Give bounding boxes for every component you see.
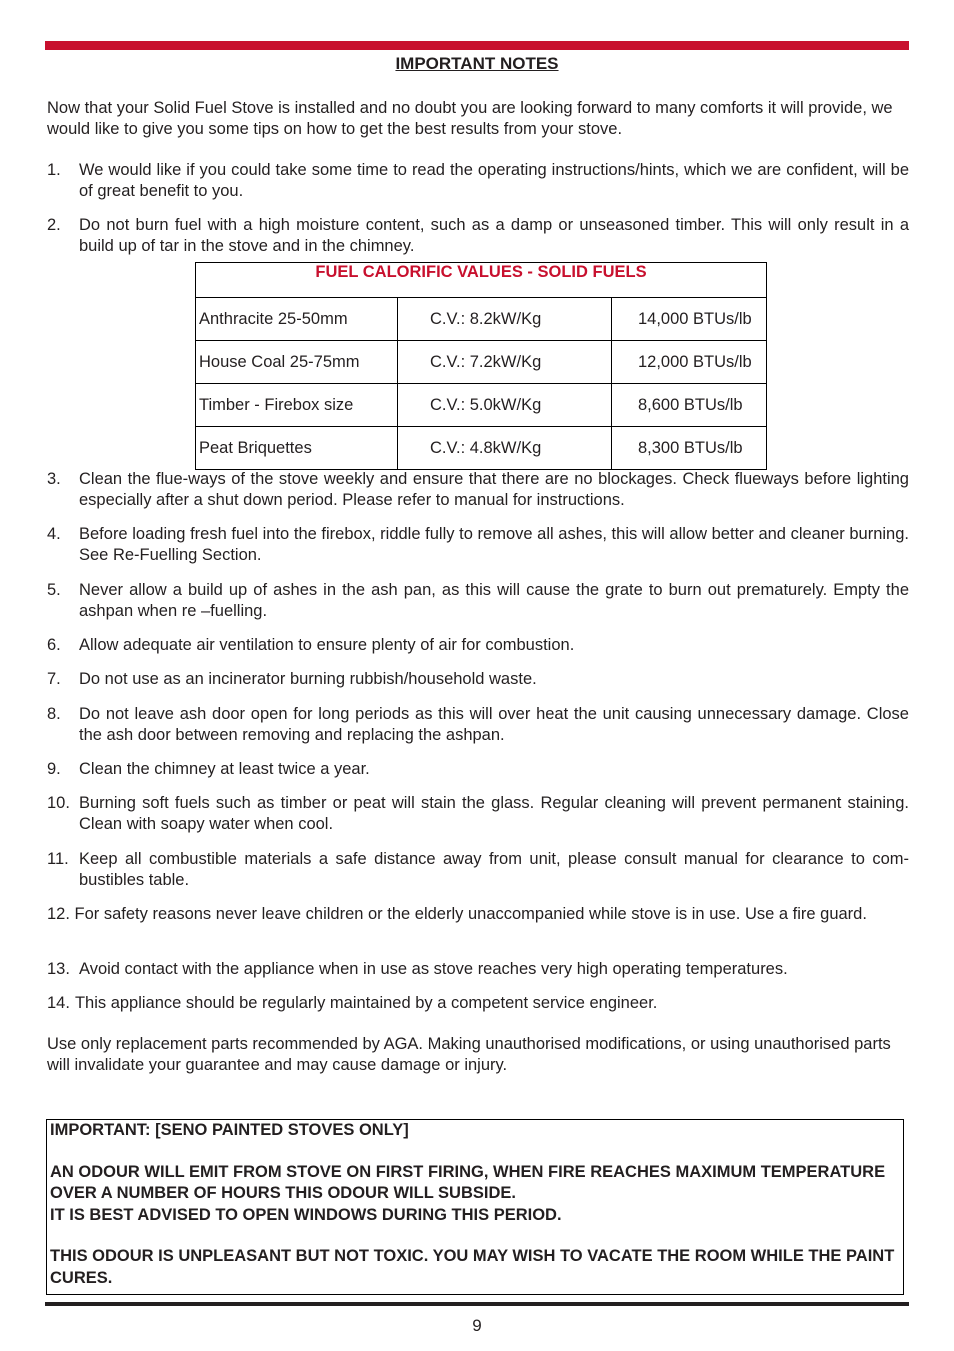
item-number: 14.	[47, 994, 70, 1012]
table-heading: FUEL CALORIFIC VALUES - SOLID FUELS	[196, 263, 767, 298]
list-item-2	[47, 215, 909, 257]
item-number: 9.	[47, 760, 61, 778]
item-text: This appliance should be regularly maintained by a competent service engineer.	[74, 994, 658, 1012]
item-text: Never allow a build up of ashes in the ash pan, as this will cause the grate to burn out prematurely. Empty the ashpan when re –fuelling.	[79, 581, 909, 620]
list-item-10	[47, 793, 909, 835]
item-number: 2.	[47, 216, 61, 234]
fuel-cv: C.V.: 5.0kW/Kg	[398, 384, 612, 427]
list-item-11	[47, 849, 909, 891]
fuel-name: Peat Briquettes	[196, 427, 398, 470]
item-text: For safety reasons never leave children or the elderly unaccompanied while stove is in use. Use a fire guard.	[74, 905, 867, 923]
fuel-calorific-table	[195, 262, 767, 470]
list-item-14	[47, 993, 909, 1014]
item-text: Keep all combustible materials a safe distance away from unit, please consult manual for clearance to com-bustibles table.	[79, 850, 909, 889]
list-item-8	[47, 704, 909, 746]
item-text: Do not burn fuel with a high moisture content, such as a damp or unseasoned timber. This will only result in a build up of tar in the stove and in the chimney.	[79, 216, 909, 255]
list-item-1	[47, 160, 909, 202]
table-row	[196, 384, 767, 427]
item-number: 6.	[47, 636, 61, 654]
fuel-btu: 8,600 BTUs/lb	[612, 384, 767, 427]
fuel-cv: C.V.: 8.2kW/Kg	[398, 298, 612, 341]
list-item-12	[47, 904, 941, 925]
item-text: We would like if you could take some time to read the operating instructions/hints, which we are confident, will be of great benefit to you.	[79, 161, 909, 200]
item-text: Allow adequate air ventilation to ensure plenty of air for combustion.	[79, 636, 575, 654]
page-number: 9	[472, 1316, 482, 1335]
item-text: Avoid contact with the appliance when in use as stove reaches very high operating temperatures.	[79, 960, 788, 978]
fuel-btu: 8,300 BTUs/lb	[612, 427, 767, 470]
table-row	[196, 298, 767, 341]
fuel-name: House Coal 25-75mm	[196, 341, 398, 384]
warning-line-toxic: THIS ODOUR IS UNPLEASANT BUT NOT TOXIC. YOU MAY WISH TO VACATE THE ROOM WHILE THE PAINT CURES.	[50, 1247, 895, 1287]
item-number: 10.	[47, 794, 70, 812]
list-item-13	[47, 959, 909, 980]
intro-paragraph: Now that your Solid Fuel Stove is installed and no doubt you are looking forward to many comforts it will provide, we would like to give you some tips on how to get the best results from your stove.	[47, 99, 893, 138]
item-text: Do not use as an incinerator burning rubbish/household waste.	[79, 670, 537, 688]
item-number: 12.	[47, 905, 70, 923]
item-text: Do not leave ash door open for long periods as this will over heat the unit causing unnecessary damage. Close the ash door between removing and replacing the ashpan.	[79, 705, 909, 744]
item-number: 11.	[47, 850, 69, 868]
item-number: 7.	[47, 670, 61, 688]
item-number: 13.	[47, 960, 70, 978]
fuel-cv: C.V.: 7.2kW/Kg	[398, 341, 612, 384]
list-item-9	[47, 759, 909, 780]
warning-heading: IMPORTANT: [SENO PAINTED STOVES ONLY]	[50, 1121, 409, 1139]
warning-box	[46, 1119, 904, 1295]
list-item-3	[47, 469, 909, 511]
item-number: 5.	[47, 581, 61, 599]
table-row	[196, 427, 767, 470]
list-item-6	[47, 635, 909, 656]
fuel-btu: 12,000 BTUs/lb	[612, 341, 767, 384]
closing-paragraph: Use only replacement parts recommended by AGA. Making unauthorised modifications, or using unauthorised parts will invalidate your guarantee and may cause damage or injury.	[47, 1035, 891, 1074]
item-number: 3.	[47, 470, 61, 488]
list-item-4	[47, 524, 909, 566]
item-text: Burning soft fuels such as timber or peat will stain the glass. Regular cleaning will prevent permanent staining. Clean with soapy water when cool.	[79, 794, 909, 833]
page-title: IMPORTANT NOTES	[395, 54, 559, 73]
bottom-dark-bar	[45, 1302, 909, 1306]
fuel-name: Timber - Firebox size	[196, 384, 398, 427]
list-item-5	[47, 580, 909, 622]
item-number: 1.	[47, 161, 61, 179]
top-red-bar	[45, 41, 909, 50]
item-text: Clean the chimney at least twice a year.	[79, 760, 370, 778]
item-text: Before loading fresh fuel into the firebox, riddle fully to remove all ashes, this will allow better and cleaner burning. See Re-Fuelling Section.	[79, 525, 909, 564]
warning-line-windows: IT IS BEST ADVISED TO OPEN WINDOWS DURING THIS PERIOD.	[50, 1205, 562, 1224]
fuel-btu: 14,000 BTUs/lb	[612, 298, 767, 341]
fuel-cv: C.V.: 4.8kW/Kg	[398, 427, 612, 470]
table-row	[196, 341, 767, 384]
item-text: Clean the flue-ways of the stove weekly and ensure that there are no blockages. Check flueways before lighting especially after a shut down period. Please refer to manual for instructions.	[79, 470, 909, 509]
list-item-7	[47, 669, 909, 690]
item-number: 8.	[47, 705, 61, 723]
item-number: 4.	[47, 525, 61, 543]
warning-line-odour: AN ODOUR WILL EMIT FROM STOVE ON FIRST FIRING, WHEN FIRE REACHES MAXIMUM TEMPERATURE OVER A NUMBER OF HOURS THIS ODOUR WILL SUBSIDE.	[50, 1162, 886, 1202]
fuel-name: Anthracite 25-50mm	[196, 298, 398, 341]
